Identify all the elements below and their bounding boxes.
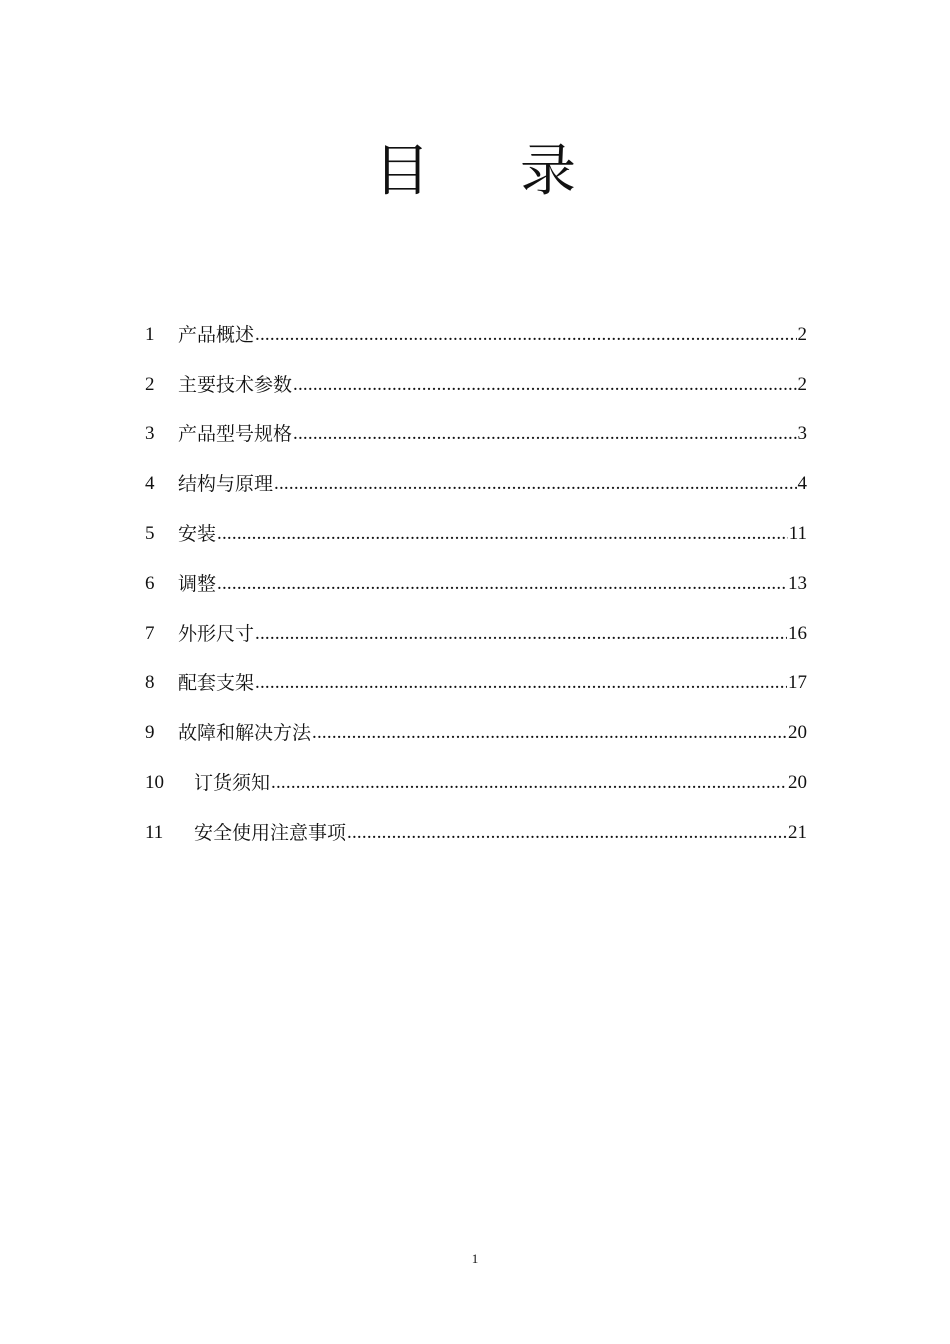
toc-entry-number: 6 — [145, 572, 155, 594]
toc-entry-page: 13 — [788, 572, 807, 594]
title-char-1: 目 — [374, 139, 430, 204]
toc-entry[interactable] — [145, 310, 807, 360]
toc-entry[interactable] — [145, 459, 807, 509]
toc-leader-dots — [274, 472, 796, 496]
toc-entry[interactable] — [145, 509, 807, 559]
toc-entry[interactable] — [145, 559, 807, 609]
toc-entry-page: 17 — [788, 672, 807, 694]
toc-entry-page: 11 — [788, 523, 807, 545]
toc-entry-label: 配套支架 — [178, 672, 255, 695]
table-of-contents — [145, 310, 807, 858]
toc-entry-number: 7 — [145, 622, 155, 644]
toc-entry-page: 16 — [788, 622, 807, 644]
toc-entry-label: 安全使用注意事项 — [194, 821, 347, 844]
toc-entry[interactable] — [145, 808, 807, 858]
toc-entry-number: 8 — [145, 672, 155, 694]
toc-leader-dots — [271, 771, 787, 795]
toc-entry-number: 1 — [145, 323, 155, 345]
toc-leader-dots — [217, 522, 788, 546]
toc-entry[interactable] — [145, 609, 807, 659]
toc-leader-dots — [293, 373, 796, 397]
toc-entry-page: 2 — [797, 373, 807, 395]
toc-leader-dots — [347, 821, 787, 845]
toc-entry[interactable] — [145, 659, 807, 709]
toc-leader-dots — [255, 671, 787, 695]
page-title — [0, 132, 950, 212]
toc-entry[interactable] — [145, 708, 807, 758]
toc-leader-dots — [217, 572, 787, 596]
toc-entry-number: 10 — [145, 772, 164, 794]
toc-entry-label: 安装 — [178, 523, 217, 546]
toc-entry-number: 11 — [145, 821, 164, 843]
toc-entry-page: 21 — [788, 821, 807, 843]
toc-entry-number: 4 — [145, 473, 155, 495]
toc-leader-dots — [293, 422, 796, 446]
toc-entry-label: 产品概述 — [178, 323, 255, 346]
toc-entry[interactable] — [145, 758, 807, 808]
toc-entry-label: 产品型号规格 — [178, 423, 293, 446]
toc-entry-page: 4 — [797, 473, 807, 495]
toc-entry-page: 20 — [788, 772, 807, 794]
toc-entry-page: 20 — [788, 722, 807, 744]
toc-entry-page: 3 — [797, 423, 807, 445]
toc-leader-dots — [255, 323, 796, 347]
toc-entry-number: 2 — [145, 373, 155, 395]
toc-entry-label: 主要技术参数 — [178, 373, 293, 396]
toc-entry-label: 结构与原理 — [178, 473, 274, 496]
toc-leader-dots — [312, 721, 787, 745]
toc-entry-label: 订货须知 — [194, 772, 271, 795]
toc-entry-number: 9 — [145, 722, 155, 744]
toc-leader-dots — [255, 622, 787, 646]
toc-entry[interactable] — [145, 410, 807, 460]
toc-entry-label: 调整 — [178, 572, 217, 595]
toc-entry-label: 故障和解决方法 — [178, 722, 312, 745]
toc-entry-number: 3 — [145, 423, 155, 445]
title-char-2: 录 — [520, 139, 576, 204]
toc-entry-number: 5 — [145, 523, 155, 545]
toc-entry-page: 2 — [797, 323, 807, 345]
toc-entry[interactable] — [145, 360, 807, 410]
page-number: 1 — [471, 1251, 479, 1266]
toc-entry-label: 外形尺寸 — [178, 622, 255, 645]
